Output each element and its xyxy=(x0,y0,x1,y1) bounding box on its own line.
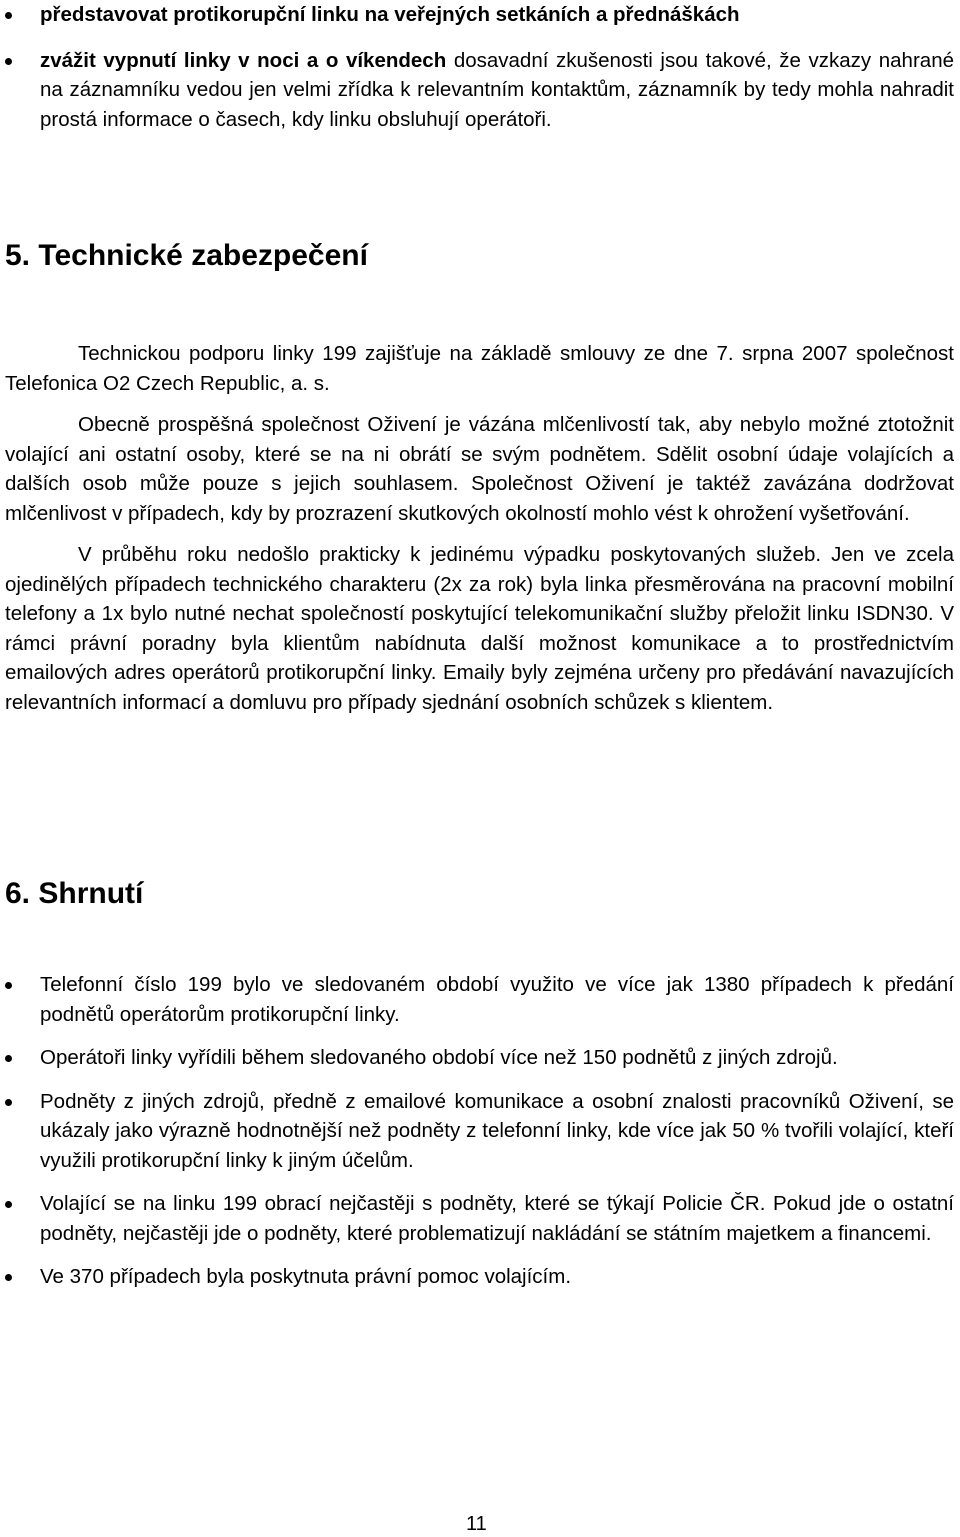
list-item xyxy=(0,1189,954,1248)
recommendations-list xyxy=(0,0,954,134)
bullet-icon xyxy=(5,982,12,989)
list-item-bold: představovat protikorupční linku na veřejných setkáních a přednáškách xyxy=(40,3,740,26)
list-item xyxy=(0,46,954,135)
list-item-bold: zvážit vypnutí linky v noci a o víkendech xyxy=(40,48,447,72)
list-item-text: Telefonní číslo 199 bylo ve sledovaném období využito ve více jak 1380 případech k předání podnětů operátorům protikorupční linky. xyxy=(40,973,954,1026)
section-body xyxy=(5,339,954,717)
section-heading: 6. Shrnutí xyxy=(5,877,144,910)
list-item-text: Ve 370 případech byla poskytnuta právní pomoc volajícím. xyxy=(40,1265,572,1288)
list-item xyxy=(0,970,954,1029)
bullet-icon xyxy=(5,1274,12,1281)
bullet-icon xyxy=(5,12,12,19)
paragraph: V průběhu roku nedošlo prakticky k jedinému výpadku poskytovaných služeb. Jen ve zcela ojedinělých případech technického charakteru (2x za rok) byla linka přesměrována na pracovní mobilní telefony a 1x bylo nutné nechat společností poskytující telekomunikační služby přeložit linku ISDN30. V rámci právní poradny byla klientům nabídnuta další možnost komunikace a to prostřednictvím emailových adres operátorů protikorupční linky. Emaily byly zejména určeny pro předávání navazujících relevantních informací a domluvu pro případy sjednání osobních schůzek s klientem. xyxy=(5,543,954,714)
paragraph: Technickou podporu linky 199 zajišťuje na základě smlouvy ze dne 7. srpna 2007 společnost Telefonica O2 Czech Republic, a. s. xyxy=(5,342,954,395)
page-number: 11 xyxy=(466,1513,487,1535)
list-item-text: Podněty z jiných zdrojů, předně z emailové komunikace a osobní znalosti pracovníků Oživení, se ukázaly jako výrazně hodnotnější než podněty z telefonní linky, kde více jak 50 % tvořili volající, kteří využili protikorupční linky k jiným účelům. xyxy=(40,1089,954,1172)
list-item-text xyxy=(40,46,954,135)
summary-list xyxy=(0,970,954,1292)
list-item xyxy=(0,1262,954,1292)
bullet-icon xyxy=(5,1099,12,1106)
list-item-text: Operátoři linky vyřídili během sledovaného období více než 150 podnětů z jiných zdrojů. xyxy=(40,1046,838,1069)
bullet-icon xyxy=(5,1201,12,1208)
bullet-icon xyxy=(5,58,12,65)
list-item-text xyxy=(40,0,954,30)
list-item-rest: dosavadní zkušenosti jsou takové, že vzkazy nahrané na záznamníku vedou jen velmi zřídka k relevantním kontaktům, záznamník by tedy mohla nahradit prostá informace o časech, kdy linku obsluhují operátoři. xyxy=(40,48,954,131)
list-item xyxy=(0,1087,954,1176)
list-item xyxy=(0,1043,954,1073)
paragraph: Obecně prospěšná společnost Oživení je vázána mlčenlivostí tak, aby nebylo možné ztotožnit volající ani ostatní osoby, které se na ni obrátí se svým podnětem. Sdělit osobní údaje volajících a dalších osob může pouze s jejich souhlasem. Společnost Oživení je taktéž zavázána dodržovat mlčenlivost v případech, kdy by prozrazení skutkových okolností mohlo vést k ohrožení vyšetřování. xyxy=(5,413,954,525)
bullet-icon xyxy=(5,1055,12,1062)
section-heading: 5. Technické zabezpečení xyxy=(5,239,368,272)
list-item xyxy=(0,0,954,30)
list-item-text: Volající se na linku 199 obrací nejčastěji s podněty, které se týkají Policie ČR. Pokud jde o ostatní podněty, nejčastěji jde o podněty, které problematizují nakládání se státním majetkem a financemi. xyxy=(40,1192,954,1245)
